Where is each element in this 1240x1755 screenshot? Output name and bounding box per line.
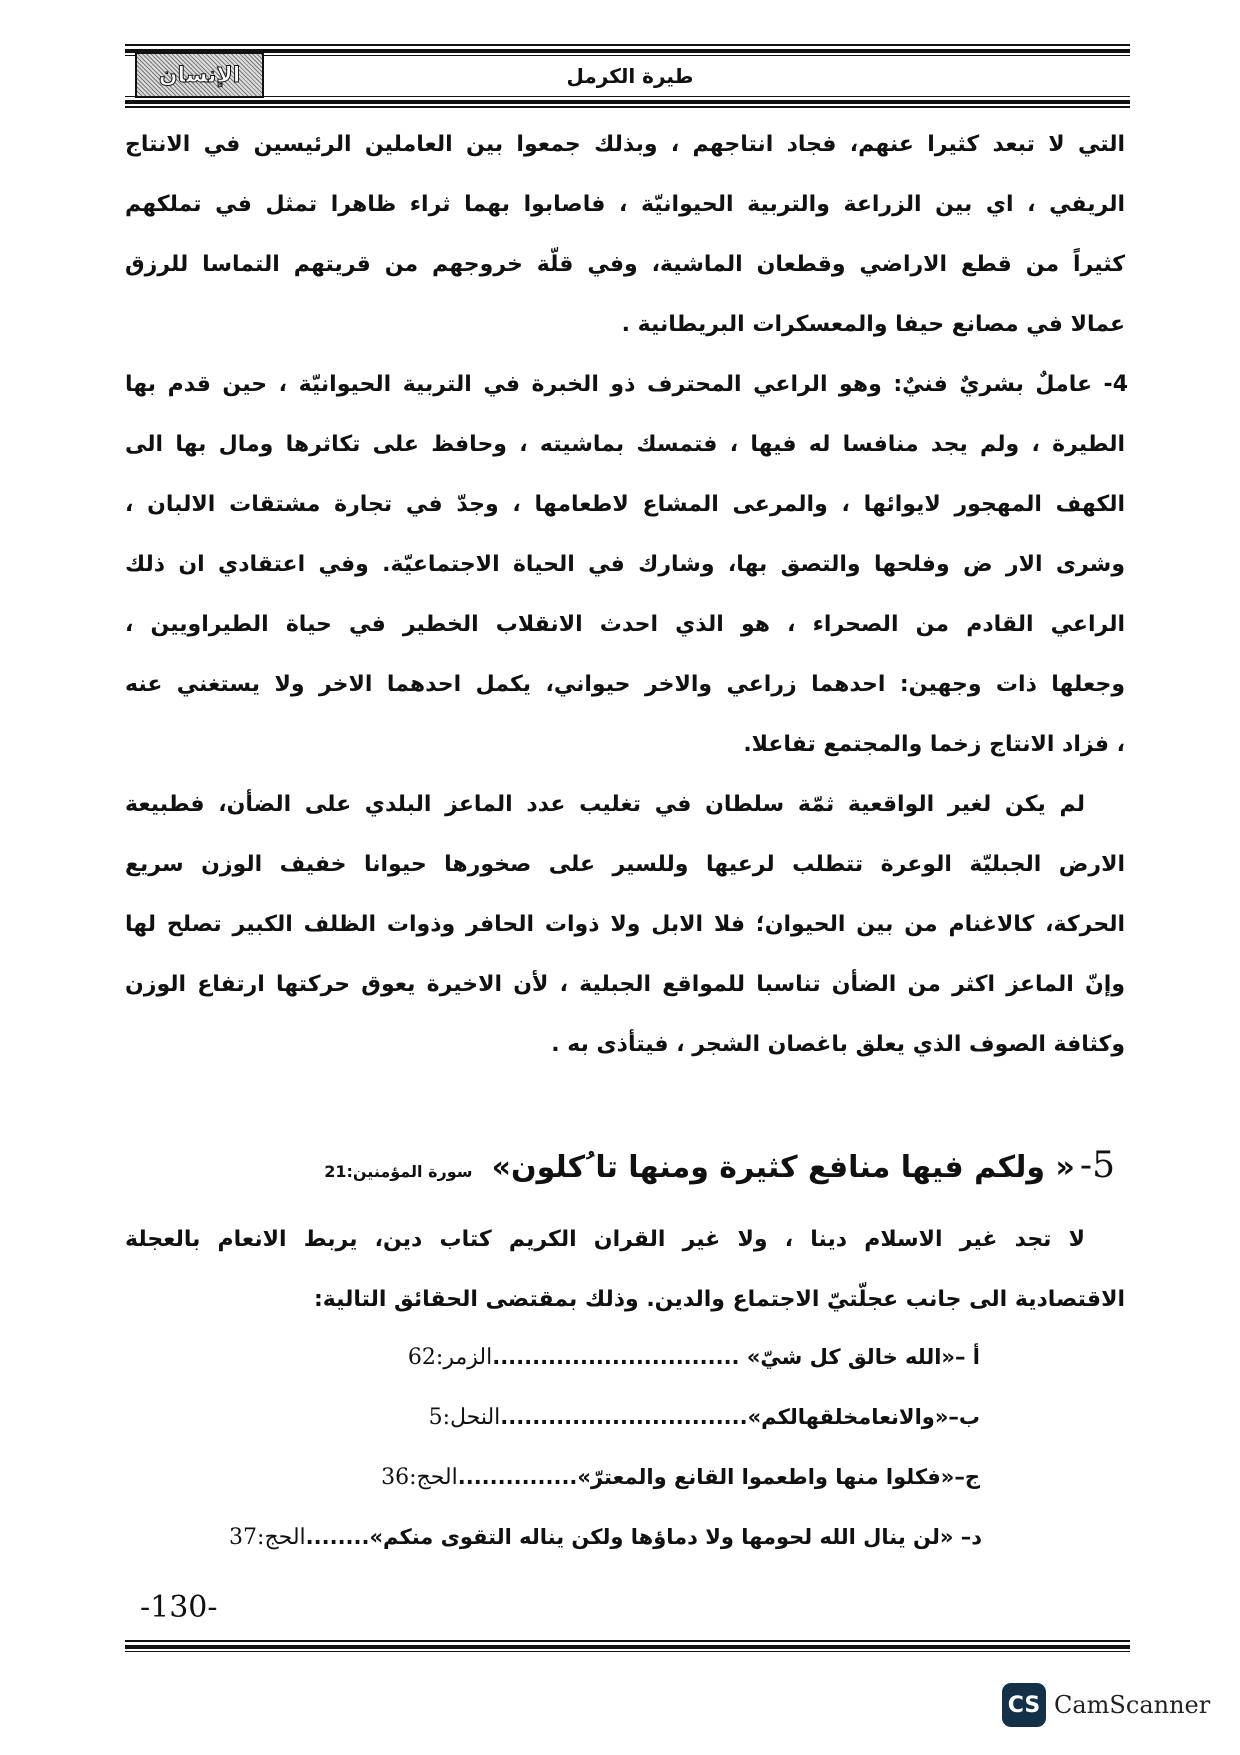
- body-line: الحركة، كالاغنام من بين الحيوان؛ فلا الابل ولا ذوات الحافر وذوات الظلف الكبير تصلح لها: [125, 912, 1125, 937]
- verse-text: ب–«والانعامخلقهالكم»...............................: [500, 1405, 980, 1429]
- section-quote: « ولكم فيها منافع كثيرة ومنها تا ُكلون»: [491, 1150, 1075, 1185]
- verse-reference: الحج:37: [229, 1525, 306, 1550]
- section-reference: سورة المؤمنين:21: [324, 1162, 473, 1181]
- header-top-rule: [125, 44, 1130, 56]
- verse-reference: النحل:5: [428, 1405, 501, 1430]
- verse-text: أ –«الله خالق كل شيّ» ...............................: [492, 1345, 980, 1369]
- header-badge-text: الإنسان: [158, 62, 241, 88]
- camscanner-logo: CS: [1002, 1683, 1046, 1727]
- body-line: الارض الجبليّة الوعرة تتطلب لرعيها وللسير على صخورها حيوانا خفيف الوزن سريع: [125, 852, 1125, 877]
- footer-rule: [125, 1640, 1130, 1652]
- body-line: لا تجد غير الاسلام دينا ، ولا غير القران الكريم كتاب دين، يربط الانعام بالعجلة: [125, 1227, 1085, 1252]
- body-line: لم يكن لغير الواقعية ثمّة سلطان في تغليب عدد الماعز البلدي على الضأن، فطبيعة: [125, 792, 1085, 817]
- verse-item: [429, 1405, 980, 1430]
- page-number: -130-: [140, 1590, 218, 1625]
- header-bottom-rule: [125, 96, 1130, 108]
- body-line: عمالا في مصانع حيفا والمعسكرات البريطانية .: [621, 312, 1125, 337]
- verse-item: [229, 1525, 982, 1550]
- verse-text: ج–«فكلوا منها واطعموا القانع والمعترّ»...............: [457, 1465, 980, 1489]
- body-line: وإنّ الماعز اكثر من الضأن تناسبا للمواقع الجبلية ، لأن الاخيرة يعوق حركتها ارتفاع الوزن: [125, 972, 1125, 997]
- section-heading: [324, 1145, 1115, 1186]
- header-title: طيرة الكرمل: [560, 64, 700, 88]
- verse-item: [408, 1345, 980, 1370]
- body-line: الكهف المهجور لايوائها ، والمرعى المشاع لاطعامها ، وجدّ في تجارة مشتقات الالبان ،: [125, 492, 1125, 517]
- header-badge: [135, 52, 264, 98]
- body-line: الاقتصادية الى جانب عجلّتيّ الاجتماع والدين. وذلك بمقتضى الحقائق التالية:: [313, 1287, 1125, 1312]
- section-number: 5-: [1079, 1145, 1115, 1186]
- body-line: وجعلها ذات وجهين: احدهما زراعي والاخر حيواني، يكمل احدهما الاخر ولا يستغني عنه: [125, 672, 1125, 697]
- camscanner-name: CamScanner: [1054, 1691, 1211, 1719]
- body-line: ، فزاد الانتاج زخما والمجتمع تفاعلا.: [743, 732, 1125, 757]
- body-line: وشرى الار ض وفلحها والتصق بها، وشارك في الحياة الاجتماعيّة. وفي اعتقادي ان ذلك: [125, 552, 1125, 577]
- body-line: 4- عاملٌ بشريٌ فنيٌ: وهو الراعي المحترف ذو الخبرة في التربية الحيوانيّة ، حين قدم بها: [125, 372, 1128, 397]
- verse-item: [381, 1465, 980, 1490]
- body-line: وكثافة الصوف الذي يعلق باغصان الشجر ، فيتأذى به .: [551, 1032, 1125, 1057]
- verse-text: د– «لن ينال الله لحومها ولا دماؤها ولكن يناله التقوى منكم»........: [305, 1525, 982, 1549]
- body-line: الريفي ، اي بين الزراعة والتربية الحيوانيّة ، فاصابوا بهما ثراء ظاهرا تمثل في تملكهم: [125, 192, 1125, 217]
- body-line: التي لا تبعد كثيرا عنهم، فجاد انتاجهم ، وبذلك جمعوا بين العاملين الرئيسين في الانتاج: [125, 132, 1125, 157]
- body-line: كثيراً من قطع الاراضي وقطعان الماشية، وفي قلّة خروجهم من قريتهم التماسا للرزق: [125, 252, 1125, 277]
- verse-reference: الزمر:62: [407, 1345, 493, 1370]
- body-line: الراعي القادم من الصحراء ، هو الذي احدث الانقلاب الخطير في حياة الطيراويين ،: [125, 612, 1125, 637]
- verse-reference: الحج:36: [381, 1465, 458, 1490]
- body-line: الطيرة ، ولم يجد منافسا له فيها ، فتمسك بماشيته ، وحافظ على تكاثرها ومال بها الى: [125, 432, 1125, 457]
